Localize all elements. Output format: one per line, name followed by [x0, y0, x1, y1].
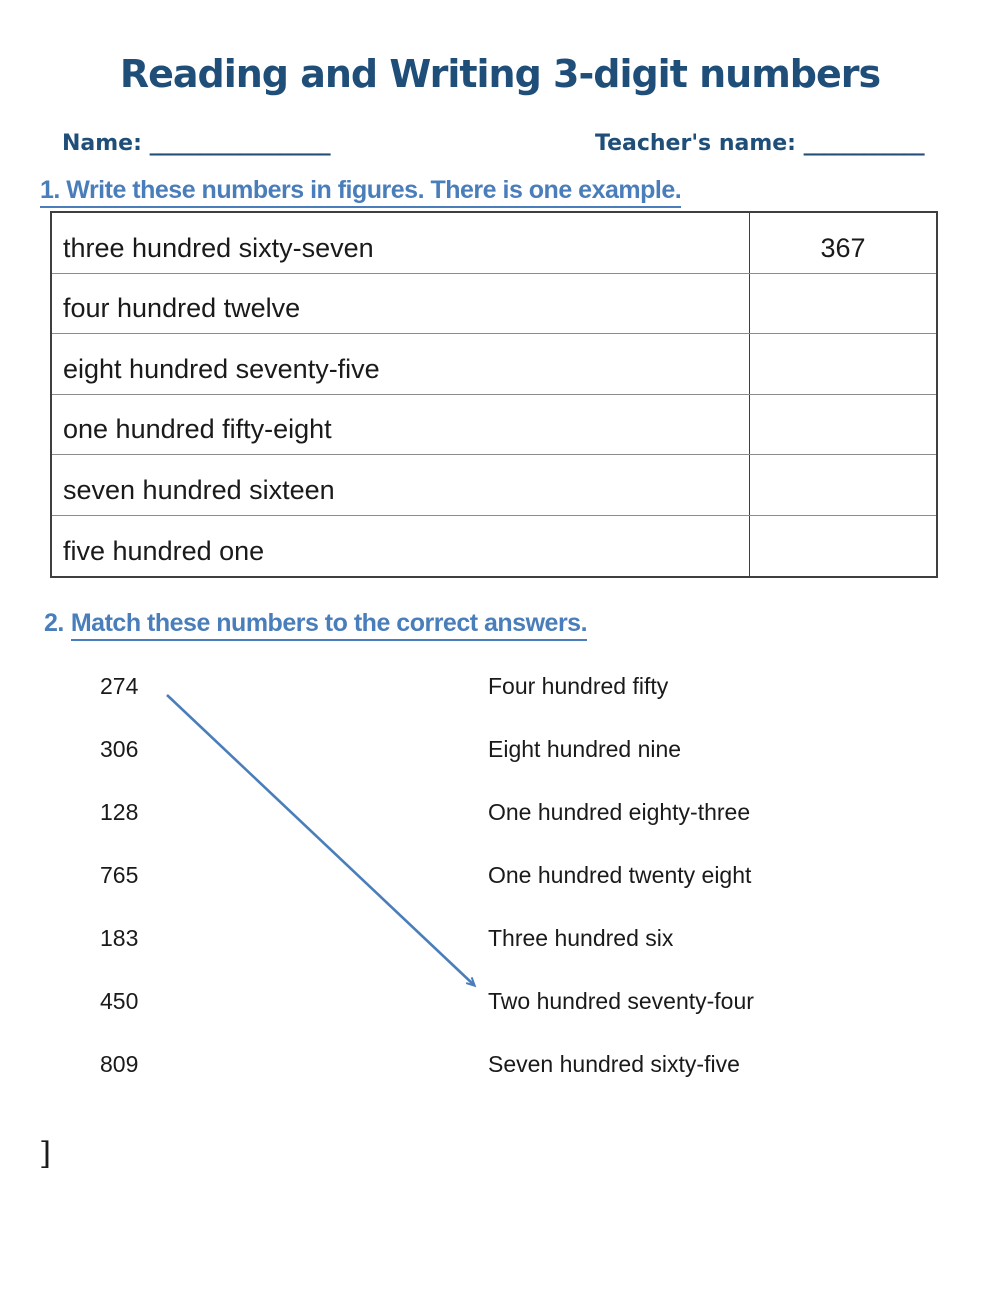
match-answer[interactable]: Eight hundred nine [488, 736, 682, 762]
number-words-cell: one hundred fifty-eight [52, 395, 750, 455]
match-number[interactable]: 274 [100, 673, 139, 699]
match-answer[interactable]: Seven hundred sixty-five [488, 1051, 740, 1077]
table-row [52, 516, 936, 577]
match-answer[interactable]: Two hundred seventy-four [488, 988, 754, 1014]
match-answer[interactable]: One hundred eighty-three [488, 799, 751, 825]
number-words-cell: five hundred one [52, 516, 750, 577]
name-label: Name: [62, 131, 142, 156]
name-row [62, 131, 330, 156]
figure-answer-cell[interactable]: 367 [820, 232, 866, 263]
number-words-cell: seven hundred sixteen [52, 455, 750, 515]
number-words-cell: four hundred twelve [52, 274, 750, 334]
section2-heading [44, 609, 587, 638]
figure-answer-cell[interactable] [750, 516, 936, 577]
stray-bracket: ] [39, 1136, 52, 1172]
match-row [0, 1050, 1000, 1078]
page-title: Reading and Writing 3-digit numbers [119, 52, 881, 96]
table-row [52, 334, 936, 395]
figures-table [50, 211, 938, 578]
table-row [52, 274, 936, 335]
section2-heading-text: Match these numbers to the correct answers. [71, 609, 587, 641]
match-row [0, 987, 1000, 1015]
table-row [52, 213, 936, 274]
table-row [52, 455, 936, 516]
section2-heading-number: 2. [44, 609, 64, 637]
match-answer[interactable]: Four hundred fifty [488, 673, 669, 699]
teacher-name-row [595, 131, 924, 156]
section1-heading [40, 176, 681, 205]
match-row [0, 735, 1000, 763]
match-answer[interactable]: Three hundred six [488, 925, 674, 951]
match-row [0, 861, 1000, 889]
match-number[interactable]: 128 [100, 799, 139, 825]
match-number[interactable]: 809 [100, 1051, 139, 1077]
figure-answer-cell[interactable] [750, 334, 936, 394]
match-number[interactable]: 306 [100, 736, 139, 762]
match-row [0, 924, 1000, 952]
number-words-cell: eight hundred seventy-five [52, 334, 750, 394]
figure-answer-cell[interactable] [750, 455, 936, 515]
match-answer[interactable]: One hundred twenty eight [488, 862, 752, 888]
number-words-cell: three hundred sixty-seven [52, 213, 750, 273]
table-row [52, 395, 936, 456]
figure-answer-cell[interactable] [750, 274, 936, 334]
section1-heading-text: 1. Write these numbers in figures. There is one example. [40, 176, 681, 208]
match-row [0, 798, 1000, 826]
match-row [0, 672, 1000, 700]
teacher-name-blank-line: ____________ [803, 131, 924, 156]
match-number[interactable]: 183 [100, 925, 139, 951]
teacher-name-label: Teacher's name: [595, 131, 796, 156]
name-blank-line: __________________ [149, 131, 330, 156]
match-number[interactable]: 765 [100, 862, 139, 888]
match-number[interactable]: 450 [100, 988, 139, 1014]
figure-answer-cell[interactable] [750, 395, 936, 455]
